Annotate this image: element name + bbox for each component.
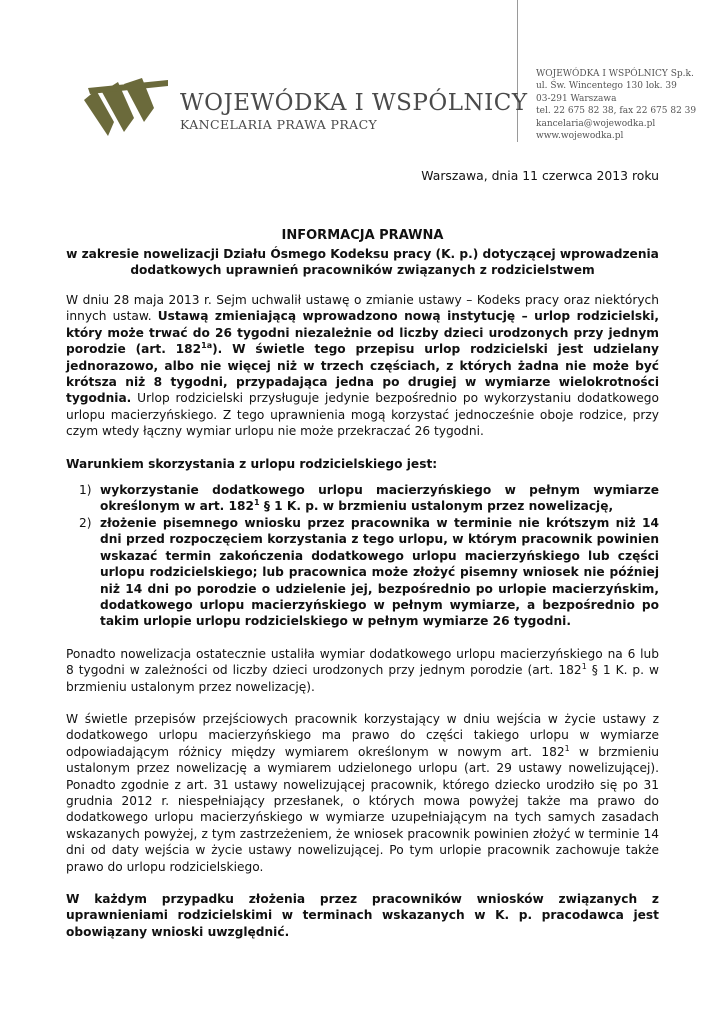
date-line: Warszawa, dnia 11 czerwca 2013 roku: [421, 168, 659, 183]
amendment-text: Ponadto nowelizacja ostatecznie ustaliła wymiar dodatkowego urlopu macierzyńskiego na 6 lub 8 tygodni w zależności od liczby dzieci urodzonych przy jednym porodzie (art. 182: [66, 646, 659, 678]
conditions-list: [66, 482, 659, 630]
transitional-text: W świetle przepisów przejściowych pracownik korzystający w dniu wejścia w życie ustawy z dodatkowego urlopu macierzyńskiego ma prawo do części takiego urlopu w wymiarze odpowiadającym różnicy między wymiarem określonym w nowym art. 182: [66, 711, 659, 759]
condition-text-rest: § 1 K. p. w brzmieniu ustalonym przez nowelizację,: [259, 499, 614, 514]
contact-email[interactable]: kancelaria@wojewodka.pl: [536, 118, 656, 129]
contact-city: 03-291 Warszawa: [536, 93, 617, 104]
contact-company: WOJEWÓDKA I WSPÓLNICY Sp.k.: [536, 69, 694, 79]
contact-phone: tel. 22 675 82 38, fax 22 675 82 39: [536, 106, 697, 117]
article-superscript: 1a: [201, 341, 213, 351]
contact-block: [536, 68, 696, 142]
amendment-text-rest: § 1 K. p. w brzmieniu ustalonym przez nowelizację).: [66, 663, 659, 694]
article-superscript: 1: [254, 498, 260, 508]
conditions-heading: Warunkiem skorzystania z urlopu rodzicielskiego jest:: [66, 456, 438, 471]
firm-logo-icon: [84, 78, 172, 142]
article-superscript: 1: [581, 662, 587, 672]
header-divider: [517, 0, 518, 142]
list-item: [66, 515, 659, 630]
firm-subtitle: KANCELARIA PRAWA PRACY: [180, 117, 378, 132]
condition-text: wykorzystanie dodatkowego urlopu macierzyńskiego w pełnym wymiarze określonym w art. 182: [100, 483, 659, 514]
list-item: [66, 482, 659, 515]
condition-text: złożenie pisemnego wniosku przez pracownika w terminie nie krótszym niż 14 dni przed rozpoczęciem korzystania z tego urlopu, w którym pracownik powinien wskazać termin zakończenia dodatkowego urlopu macierzyńskiego lub części urlopu rodzicielskiego; lub pracownica może złożyć pisemny wniosek nie później niż 14 dni po porodzie o udzielenie jej, bezpośrednio po urlopie macierzyńskim, dodatkowego urlopu macierzyńskiego w pełnym wymiarze, a bezpośrednio po takim urlopie urlopu rodzicielskiego w pełnym wymiarze 26 tygodni.: [100, 515, 659, 629]
paragraph-intro: [66, 292, 659, 440]
transitional-text-rest: w brzmieniu ustalonym przez nowelizację a wymiarem udzielonego urlopu (art. 29 ustawy nowelizującej). Ponadto zgodnie z art. 31 ustawy nowelizującej pracownik, którego dziecko urodziło się po 31 grudnia 2012 r. niespełniający przesłanek, o których mowa powyżej także ma prawo do dodatkowego urlopu macierzyńskiego w wymiarze uzupełniającym na tych samych zasadach wskazanych powyżej, z tym zastrzeżeniem, że wniosek pracownik powinien złożyć w terminie 14 dni od daty wejścia w życie ustawy nowelizującej. Po tym urlopie pracownik zachowuje także prawo do urlopu rodzicielskiego.: [66, 744, 660, 874]
intro-tail: Urlop rodzicielski przysługuje jedynie bezpośrednio po wykorzystaniu dodatkowego urlopu macierzyńskiego. Z tego uprawnienia mogą korzystać jednocześnie oboje rodzice, przy czym wtedy łączny wymiar urlopu nie może przekraczać 26 tygodni.: [66, 391, 659, 439]
document-subtitle: w zakresie nowelizacji Działu Ósmego Kodeksu pracy (K. p.) dotyczącej wprowadzenia dodatkowych uprawnień pracowników związanych z rodzicielstwem: [66, 247, 659, 278]
paragraph-amendment: [66, 646, 659, 695]
paragraph-transitional: [66, 711, 659, 875]
intro-text: W dniu 28 maja 2013 r. Sejm uchwalił ustawę o zmianie ustawy – Kodeks pracy oraz niektórych innych ustaw.: [66, 293, 659, 324]
paragraph-conclusion: W każdym przypadku złożenia przez pracowników wniosków związanych z uprawnieniami rodzicielskimi w terminach wskazanych w K. p. pracodawca jest obowiązany wnioski uwzględnić.: [66, 892, 659, 939]
article-superscript: 1: [564, 743, 570, 753]
firm-name: WOJEWÓDKA I WSPÓLNICY: [180, 90, 528, 116]
intro-bold-rest: ). W świetle tego przepisu urlop rodzicielski jest udzielany jednorazowo, albo nie więcej niż w trzech częściach, z których żadna nie może być krótsza niż 8 tygodni, przypadająca jedna po drugiej w wymiarze wielokrotności tygodnia.: [66, 342, 659, 406]
contact-street: ul. Św. Wincentego 130 lok. 39: [536, 81, 677, 92]
list-number: 1): [79, 483, 92, 498]
contact-website[interactable]: www.wojewodka.pl: [536, 131, 624, 142]
intro-bold-part: Ustawą zmieniającą wprowadzono nową instytucję – urlop rodzicielski, który może trwać do 26 tygodni niezależnie od liczby dzieci urodzonych przy jednym porodzie (art. 182: [66, 309, 660, 357]
document-title: INFORMACJA PRAWNA: [281, 228, 444, 243]
list-number: 2): [79, 515, 92, 530]
document-body: [66, 292, 659, 940]
